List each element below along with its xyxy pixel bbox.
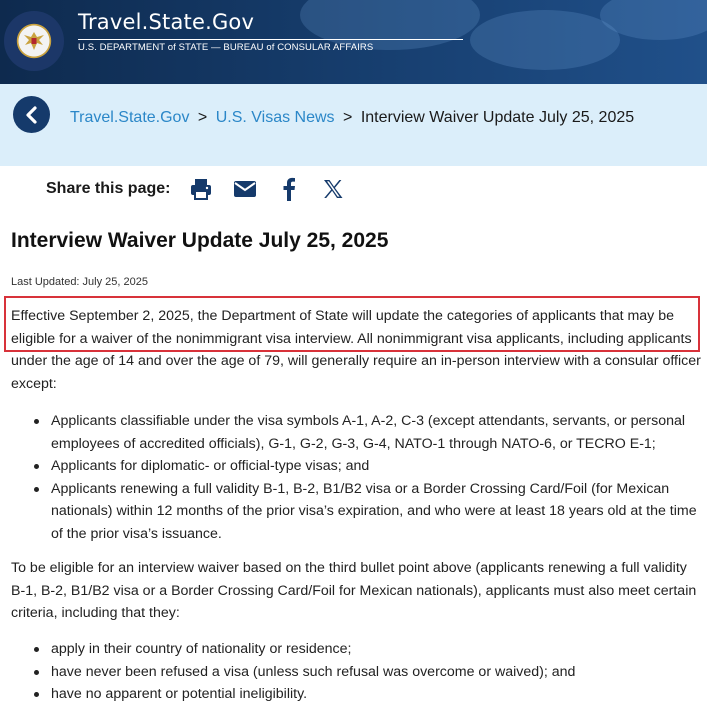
site-header [0, 0, 707, 84]
site-subtitle: U.S. DEPARTMENT of STATE — BUREAU of CONSULAR AFFAIRS [78, 42, 374, 53]
breadcrumb-link-us-visas-news[interactable]: U.S. Visas News [215, 109, 335, 126]
intro-paragraph: Effective September 2, 2025, the Department of State will update the categories of applicants that may be eligible for a waiver of the nonimmigrant visa interview. All nonimmigrant visa applicants, including applicants under the age of 14 and over the age of 79, will generally require an in-person interview with a consular officer except: [11, 308, 701, 392]
world-map-decoration [470, 10, 620, 70]
email-icon[interactable] [232, 176, 258, 202]
page-title: Interview Waiver Update July 25, 2025 [11, 229, 389, 252]
site-title[interactable]: Travel.State.Gov [78, 10, 255, 34]
list-item: Applicants renewing a full validity B-1, B-2, B1/B2 visa or a Border Crossing Card/Foil (for Mexican nationals) within 12 months of the prior visa’s expiration, and who were at least 18 years old at the time of the prior visa’s issuance. [11, 478, 701, 546]
breadcrumb-current: Interview Waiver Update July 25, 2025 [360, 109, 635, 126]
list-item: have never been refused a visa (unless such refusal was overcome or waived); and [11, 661, 701, 684]
list-item: apply in their country of nationality or residence; [11, 638, 701, 661]
list-item: have no apparent or potential ineligibility. [11, 683, 701, 706]
breadcrumb-band [0, 84, 707, 166]
list-item: Applicants for diplomatic- or official-type visas; and [11, 455, 701, 478]
list-item: Applicants classifiable under the visa symbols A-1, A-2, C-3 (except attendants, servants, or personal employees of accredited officials), G-1, G-2, G-3, G-4, NATO-1 through NATO-6, or TECRO E-1; [11, 410, 701, 455]
exception-list [11, 410, 701, 545]
title-divider [78, 39, 463, 40]
breadcrumb-separator: > [343, 109, 353, 126]
chevron-left-icon [24, 106, 40, 124]
x-icon[interactable] [320, 176, 346, 202]
eligibility-paragraph: To be eligible for an interview waiver based on the third bullet point above (applicants renewing a full validity B-1, B-2, B1/B2 visa or a Border Crossing Card/Foil for Mexican nationals), applicants must also meet certain criteria, including that they: [11, 560, 697, 621]
eagle-icon [19, 26, 49, 56]
breadcrumb-link-travel-state-gov[interactable]: Travel.State.Gov [70, 109, 190, 126]
last-updated: Last Updated: July 25, 2025 [11, 276, 148, 288]
share-label: Share this page: [46, 180, 171, 197]
facebook-icon[interactable] [276, 176, 302, 202]
state-department-seal-icon[interactable] [4, 11, 64, 71]
share-bar [46, 176, 364, 202]
print-icon[interactable] [188, 176, 214, 202]
criteria-list [11, 638, 701, 706]
breadcrumb [70, 109, 634, 127]
breadcrumb-separator: > [197, 109, 208, 126]
back-button[interactable] [13, 96, 50, 133]
